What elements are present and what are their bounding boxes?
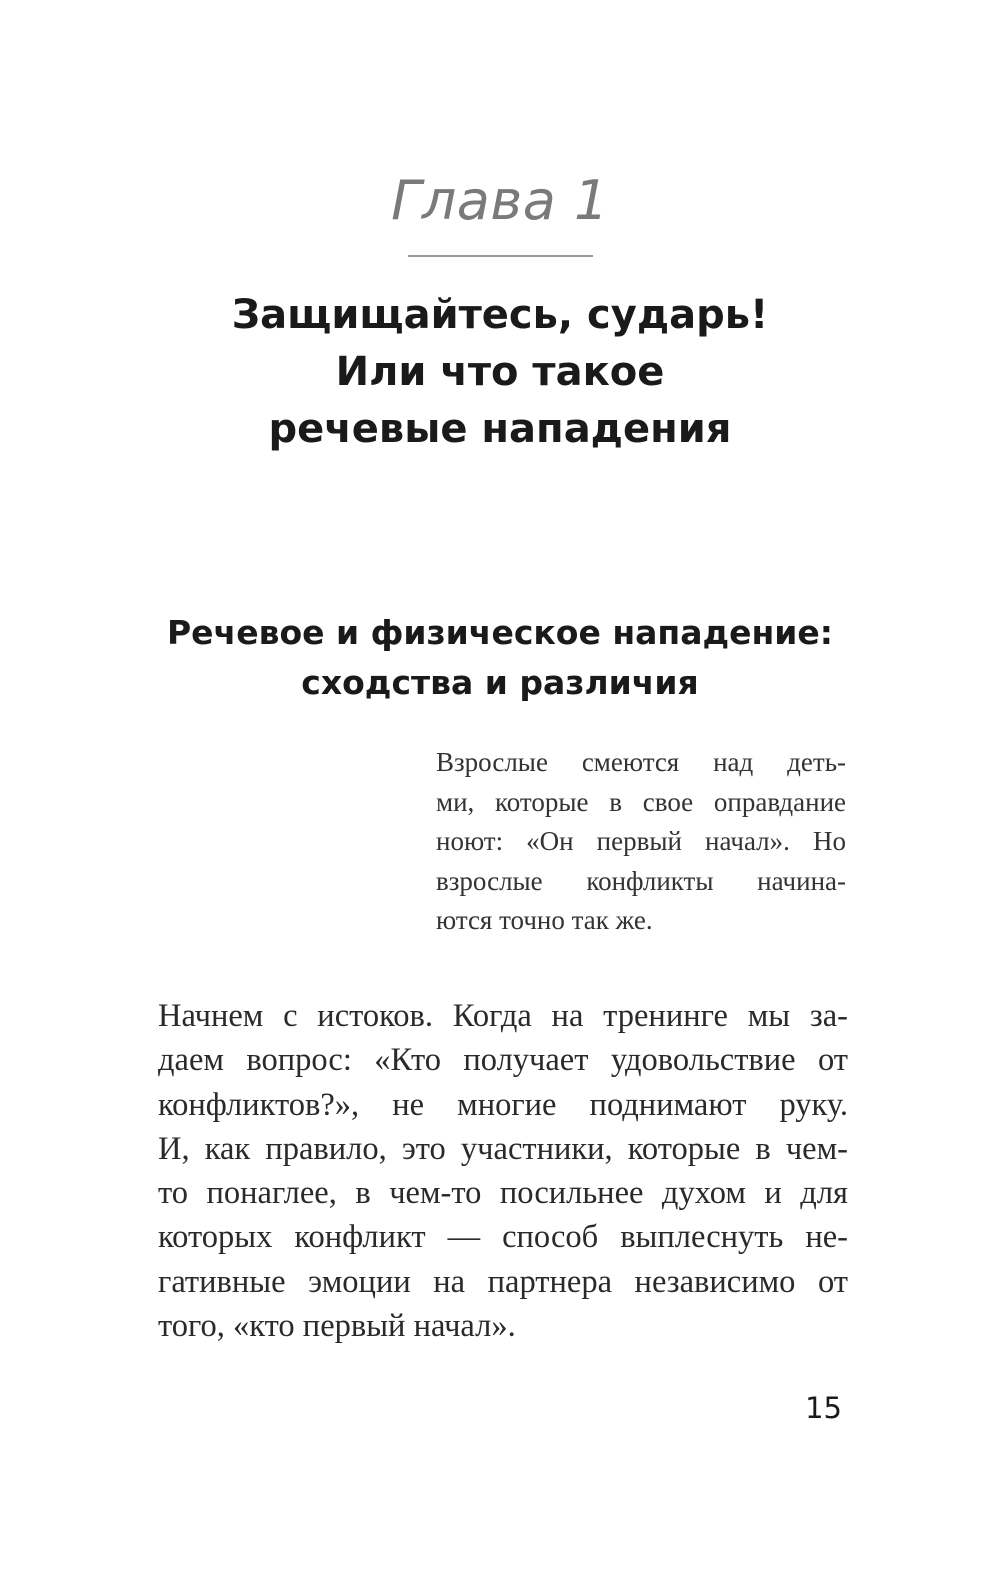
body-line: Начнем с истоков. Когда на тренинге мы за- — [158, 998, 848, 1034]
chapter-title-line: Защищайтесь, сударь! — [231, 292, 769, 338]
section-title — [0, 608, 1000, 708]
section-title-line: сходства и различия — [301, 663, 699, 702]
page-number: 15 — [805, 1391, 842, 1425]
body-line: конфликтов?», не многие поднимают руку. — [158, 1086, 848, 1123]
body-line: то понаглее, в чем-то посильнее духом и для — [158, 1175, 848, 1212]
body-line: которых конфликт — способ выплеснуть не- — [158, 1219, 848, 1256]
epigraph — [436, 743, 846, 941]
body-line: того, «кто первый начал». — [158, 1308, 516, 1345]
body-paragraph — [158, 994, 848, 1348]
epigraph-line: взрослые конфликты начина- — [436, 865, 846, 896]
epigraph-line: ются точно так же. — [436, 905, 653, 935]
body-line: И, как правило, это участники, которые в чем- — [158, 1130, 848, 1167]
body-line: даем вопрос: «Кто получает удовольствие от — [158, 1042, 848, 1079]
body-line: гативные эмоции на партнера независимо от — [158, 1263, 848, 1300]
chapter-divider — [408, 255, 593, 257]
chapter-label: Глава 1 — [391, 169, 609, 232]
chapter-title-line: речевые нападения — [268, 406, 732, 452]
epigraph-line: ноют: «Он первый начал». Но — [436, 826, 846, 856]
chapter-title-line: Или что такое — [335, 349, 665, 395]
chapter-title — [0, 287, 1000, 458]
epigraph-line: Взрослые смеются над деть- — [436, 747, 846, 777]
section-title-line: Речевое и физическое нападение: — [166, 613, 833, 652]
epigraph-line: ми, которые в свое оправдание — [436, 786, 846, 817]
